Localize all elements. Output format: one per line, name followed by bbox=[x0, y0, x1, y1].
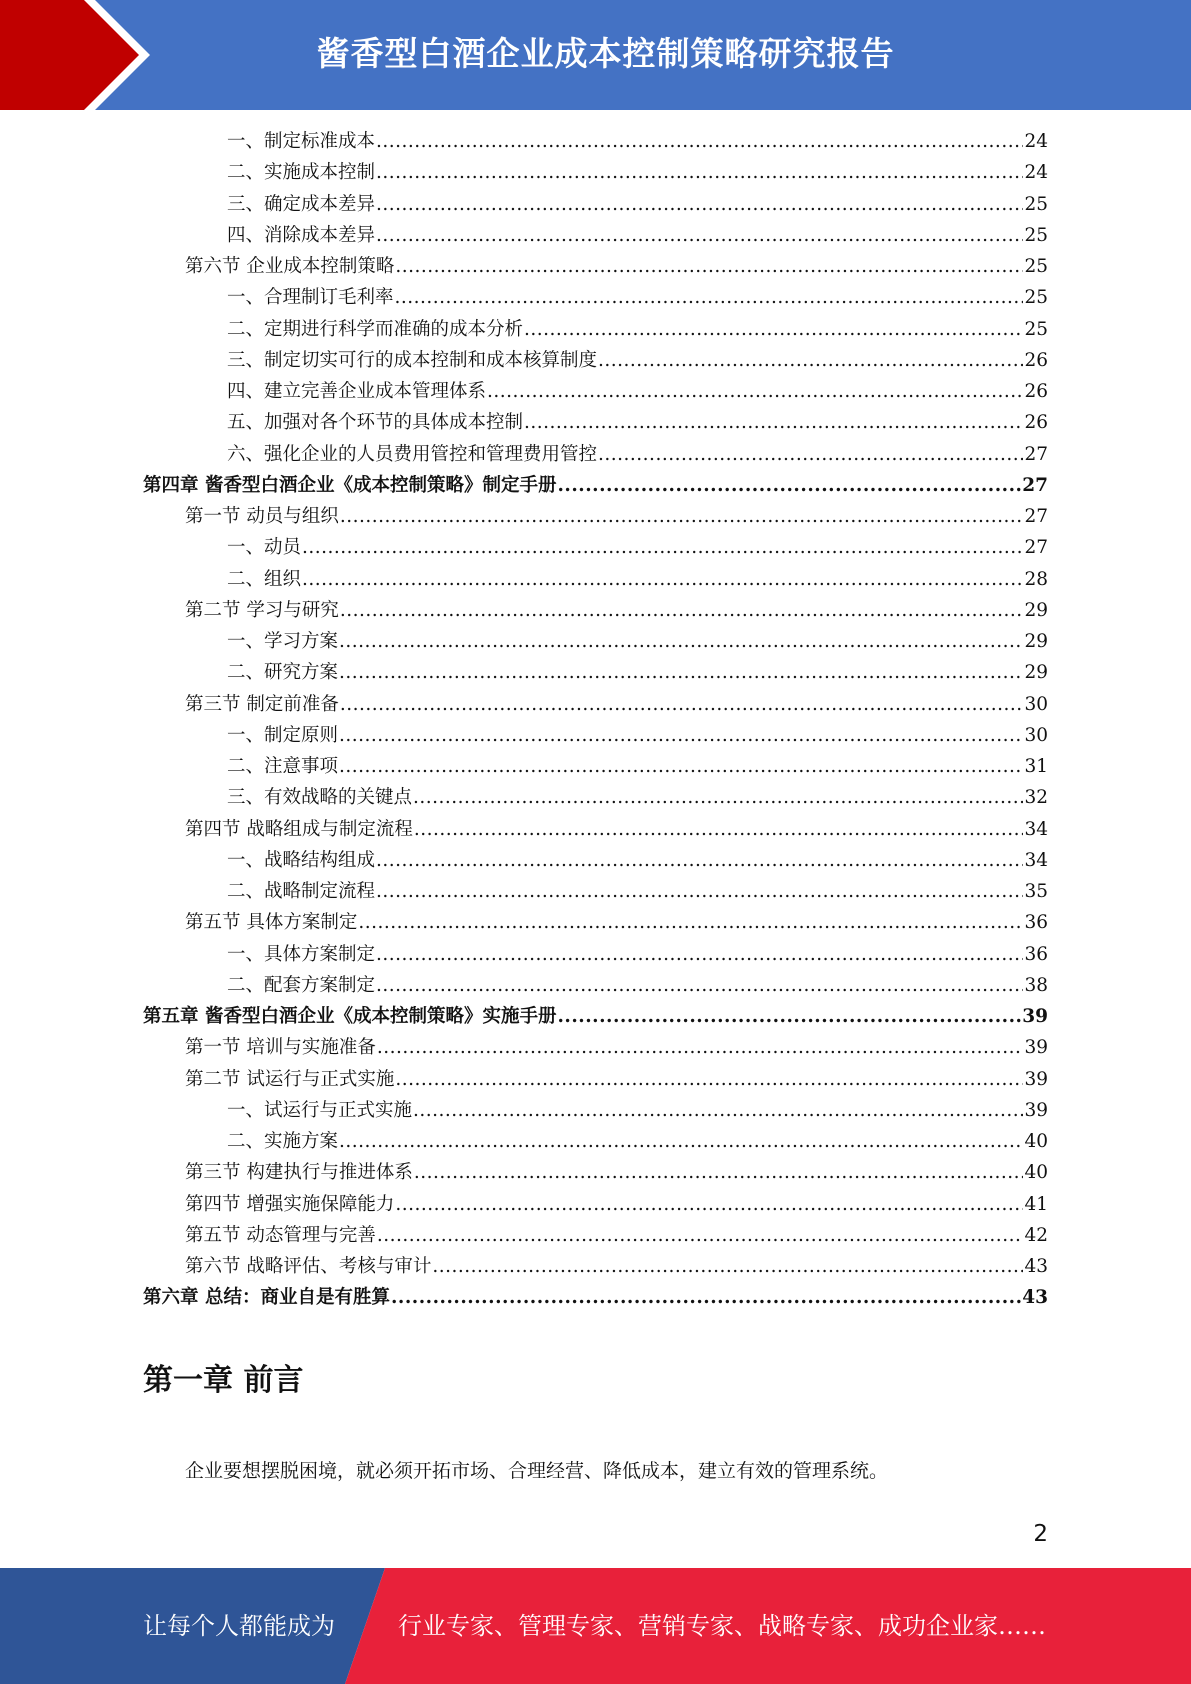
toc-entry[interactable] bbox=[143, 752, 1048, 783]
toc-entry[interactable] bbox=[143, 127, 1048, 158]
toc-entry[interactable] bbox=[143, 252, 1048, 283]
toc-entry-page: 41 bbox=[1024, 1193, 1048, 1215]
toc-entry-title: 三、有效战略的关键点 bbox=[227, 787, 413, 809]
toc-entry-title: 一、动员 bbox=[227, 537, 302, 559]
toc-entry[interactable] bbox=[143, 721, 1048, 752]
toc-entry-title: 六、强化企业的人员费用管控和管理费用管控 bbox=[227, 443, 598, 465]
toc-dot-leader bbox=[339, 725, 1023, 746]
toc-entry-page: 24 bbox=[1024, 162, 1048, 184]
page-header bbox=[0, 0, 1191, 110]
toc-entry-title: 三、制定切实可行的成本控制和成本核算制度 bbox=[227, 349, 598, 371]
toc-entry[interactable] bbox=[143, 1127, 1048, 1158]
toc-entry-title: 一、合理制订毛利率 bbox=[227, 287, 394, 309]
footer-slogan-right: 行业专家、管理专家、营销专家、战略专家、成功企业家…… bbox=[398, 1612, 1046, 1640]
toc-dot-leader bbox=[302, 569, 1023, 590]
toc-entry[interactable] bbox=[143, 1283, 1048, 1314]
toc-entry-page: 34 bbox=[1024, 849, 1048, 871]
toc-entry-page: 40 bbox=[1024, 1131, 1048, 1152]
toc-dot-leader bbox=[340, 600, 1024, 621]
toc-dot-leader bbox=[302, 537, 1023, 558]
toc-entry-page: 30 bbox=[1024, 724, 1048, 746]
document-title: 酱香型白酒企业成本控制策略研究报告 bbox=[316, 34, 895, 73]
toc-dot-leader bbox=[339, 662, 1023, 683]
toc-entry-title: 一、制定标准成本 bbox=[227, 131, 376, 152]
toc-entry-title: 一、制定原则 bbox=[227, 724, 339, 746]
toc-entry-title: 二、组织 bbox=[227, 568, 302, 590]
toc-dot-leader bbox=[395, 256, 1023, 277]
toc-entry-title: 第五节 动态管理与完善 bbox=[185, 1224, 376, 1246]
toc-entry-title: 一、具体方案制定 bbox=[227, 943, 376, 965]
toc-dot-leader bbox=[391, 1287, 1021, 1308]
toc-entry-page: 43 bbox=[1024, 1256, 1048, 1277]
toc-entry-page: 25 bbox=[1024, 224, 1048, 246]
toc-entry-title: 第六章 总结：商业自是有胜算 bbox=[143, 1287, 390, 1309]
toc-entry-page: 27 bbox=[1022, 474, 1048, 496]
toc-dot-leader bbox=[340, 694, 1024, 715]
toc-entry-page: 28 bbox=[1024, 568, 1048, 590]
toc-entry-title: 第一节 动员与组织 bbox=[185, 506, 339, 527]
toc-entry-page: 36 bbox=[1024, 912, 1048, 934]
toc-dot-leader bbox=[395, 1194, 1023, 1215]
chapter-heading: 第一章 前言 bbox=[143, 1363, 304, 1398]
toc-entry[interactable] bbox=[143, 1096, 1048, 1127]
toc-entry[interactable] bbox=[143, 1002, 1048, 1033]
toc-entry[interactable] bbox=[143, 658, 1048, 689]
toc-entry[interactable] bbox=[143, 408, 1048, 439]
toc-entry[interactable] bbox=[143, 1158, 1048, 1189]
toc-entry[interactable] bbox=[143, 846, 1048, 877]
toc-dot-leader bbox=[524, 319, 1023, 340]
toc-entry[interactable] bbox=[143, 283, 1048, 314]
toc-entry[interactable] bbox=[143, 346, 1048, 377]
toc-entry-title: 第五章 酱香型白酒企业《成本控制策略》实施手册 bbox=[143, 1006, 557, 1027]
toc-entry[interactable] bbox=[143, 315, 1048, 346]
toc-entry-page: 34 bbox=[1024, 818, 1048, 840]
toc-entry-page: 39 bbox=[1024, 1099, 1048, 1121]
toc-dot-leader bbox=[395, 1069, 1023, 1090]
toc-entry-title: 五、加强对各个环节的具体成本控制 bbox=[227, 412, 524, 434]
toc-entry-page: 26 bbox=[1024, 381, 1048, 402]
toc-dot-leader bbox=[395, 287, 1024, 308]
body-paragraph: 企业要想摆脱困境，就必须开拓市场、合理经营、降低成本，建立有效的管理系统。 bbox=[185, 1460, 889, 1482]
toc-entry[interactable] bbox=[143, 1033, 1048, 1064]
toc-dot-leader bbox=[432, 1256, 1023, 1277]
toc-dot-leader bbox=[413, 1100, 1023, 1121]
toc-entry[interactable] bbox=[143, 940, 1048, 971]
toc-entry-page: 39 bbox=[1024, 1068, 1048, 1090]
toc-entry-title: 二、注意事项 bbox=[227, 756, 339, 777]
toc-dot-leader bbox=[524, 412, 1023, 433]
toc-dot-leader bbox=[376, 162, 1023, 183]
toc-entry-title: 第六节 企业成本控制策略 bbox=[185, 256, 395, 277]
toc-dot-leader bbox=[598, 444, 1023, 465]
toc-entry-page: 24 bbox=[1024, 131, 1048, 152]
toc-entry-page: 29 bbox=[1024, 662, 1048, 684]
toc-entry-page: 25 bbox=[1024, 256, 1048, 277]
toc-entry-title: 二、配套方案制定 bbox=[227, 974, 376, 996]
toc-entry-page: 27 bbox=[1024, 506, 1048, 527]
toc-entry-page: 25 bbox=[1024, 287, 1048, 309]
toc-dot-leader bbox=[414, 1162, 1024, 1183]
toc-entry-page: 31 bbox=[1024, 756, 1048, 777]
toc-entry[interactable] bbox=[143, 377, 1048, 408]
table-of-contents bbox=[143, 127, 1048, 1315]
toc-entry-title: 二、研究方案 bbox=[227, 662, 339, 684]
toc-entry-title: 二、定期进行科学而准确的成本分析 bbox=[227, 318, 524, 340]
toc-entry-page: 25 bbox=[1024, 318, 1048, 340]
toc-entry-page: 36 bbox=[1024, 943, 1048, 965]
toc-entry-title: 一、战略结构组成 bbox=[227, 849, 376, 871]
toc-entry[interactable] bbox=[143, 565, 1048, 596]
toc-entry-title: 第四节 战略组成与制定流程 bbox=[185, 818, 413, 840]
toc-entry-title: 第六节 战略评估、考核与审计 bbox=[185, 1256, 432, 1277]
toc-dot-leader bbox=[557, 475, 1021, 496]
toc-entry[interactable] bbox=[143, 1221, 1048, 1252]
toc-dot-leader bbox=[557, 1006, 1021, 1027]
toc-entry-page: 29 bbox=[1024, 631, 1048, 652]
toc-dot-leader bbox=[413, 787, 1023, 808]
toc-entry-page: 27 bbox=[1024, 443, 1048, 465]
toc-entry[interactable] bbox=[143, 1065, 1048, 1096]
page-number: 2 bbox=[1033, 1521, 1048, 1547]
toc-entry[interactable] bbox=[143, 815, 1048, 846]
toc-entry[interactable] bbox=[143, 877, 1048, 908]
toc-entry[interactable] bbox=[143, 1190, 1048, 1221]
toc-entry[interactable] bbox=[143, 908, 1048, 939]
toc-entry-title: 二、实施方案 bbox=[227, 1131, 339, 1152]
toc-entry[interactable] bbox=[143, 627, 1048, 658]
toc-dot-leader bbox=[487, 381, 1023, 402]
toc-entry-title: 第四章 酱香型白酒企业《成本控制策略》制定手册 bbox=[143, 474, 557, 496]
toc-entry[interactable] bbox=[143, 1252, 1048, 1283]
toc-entry-page: 39 bbox=[1024, 1037, 1048, 1059]
toc-entry-title: 三、确定成本差异 bbox=[227, 193, 376, 215]
page-footer bbox=[0, 1568, 1191, 1684]
toc-dot-leader bbox=[376, 225, 1023, 246]
toc-entry[interactable] bbox=[143, 971, 1048, 1002]
toc-dot-leader bbox=[358, 912, 1023, 933]
toc-dot-leader bbox=[376, 944, 1023, 965]
toc-dot-leader bbox=[339, 1131, 1023, 1152]
toc-entry[interactable] bbox=[143, 596, 1048, 627]
toc-dot-leader bbox=[376, 881, 1023, 902]
toc-entry-title: 第三节 构建执行与推进体系 bbox=[185, 1162, 413, 1184]
toc-entry-page: 30 bbox=[1024, 693, 1048, 715]
toc-dot-leader bbox=[376, 850, 1023, 871]
toc-entry-title: 第二节 学习与研究 bbox=[185, 599, 339, 621]
toc-entry-page: 42 bbox=[1024, 1224, 1048, 1246]
toc-entry[interactable] bbox=[143, 440, 1048, 471]
toc-entry-title: 一、试运行与正式实施 bbox=[227, 1099, 413, 1121]
toc-dot-leader bbox=[598, 350, 1023, 371]
toc-dot-leader bbox=[376, 975, 1023, 996]
toc-entry[interactable] bbox=[143, 471, 1048, 502]
toc-entry[interactable] bbox=[143, 158, 1048, 189]
toc-entry-page: 35 bbox=[1024, 881, 1048, 902]
toc-entry-page: 39 bbox=[1022, 1006, 1048, 1027]
footer-slogan-left: 让每个人都能成为 bbox=[143, 1612, 335, 1640]
toc-entry[interactable] bbox=[143, 690, 1048, 721]
toc-dot-leader bbox=[376, 131, 1023, 152]
toc-dot-leader bbox=[340, 506, 1024, 527]
toc-entry-title: 四、建立完善企业成本管理体系 bbox=[227, 381, 487, 402]
toc-entry-title: 第一节 培训与实施准备 bbox=[185, 1037, 376, 1059]
toc-entry-title: 一、学习方案 bbox=[227, 631, 339, 652]
toc-entry[interactable] bbox=[143, 190, 1048, 221]
toc-entry-title: 第五节 具体方案制定 bbox=[185, 912, 358, 934]
toc-dot-leader bbox=[339, 756, 1023, 777]
toc-entry-title: 第四节 增强实施保障能力 bbox=[185, 1193, 395, 1215]
toc-entry[interactable] bbox=[143, 783, 1048, 814]
toc-entry-page: 25 bbox=[1024, 193, 1048, 215]
toc-entry-title: 四、消除成本差异 bbox=[227, 224, 376, 246]
toc-entry-page: 32 bbox=[1024, 787, 1048, 809]
toc-entry-page: 43 bbox=[1022, 1287, 1048, 1309]
toc-entry[interactable] bbox=[143, 221, 1048, 252]
toc-entry-page: 38 bbox=[1024, 974, 1048, 996]
toc-dot-leader bbox=[414, 819, 1024, 840]
toc-dot-leader bbox=[377, 1037, 1024, 1058]
toc-entry[interactable] bbox=[143, 502, 1048, 533]
toc-entry-title: 二、战略制定流程 bbox=[227, 881, 376, 902]
toc-entry-page: 27 bbox=[1024, 537, 1048, 559]
toc-entry-title: 第三节 制定前准备 bbox=[185, 693, 339, 715]
toc-entry-page: 29 bbox=[1024, 599, 1048, 621]
toc-entry-page: 26 bbox=[1024, 412, 1048, 434]
toc-entry-page: 40 bbox=[1024, 1162, 1048, 1184]
toc-entry-title: 二、实施成本控制 bbox=[227, 162, 376, 184]
toc-dot-leader bbox=[339, 631, 1023, 652]
toc-entry[interactable] bbox=[143, 533, 1048, 564]
toc-entry-title: 第二节 试运行与正式实施 bbox=[185, 1068, 395, 1090]
toc-dot-leader bbox=[377, 1225, 1024, 1246]
toc-entry-page: 26 bbox=[1024, 349, 1048, 371]
toc-dot-leader bbox=[376, 194, 1023, 215]
